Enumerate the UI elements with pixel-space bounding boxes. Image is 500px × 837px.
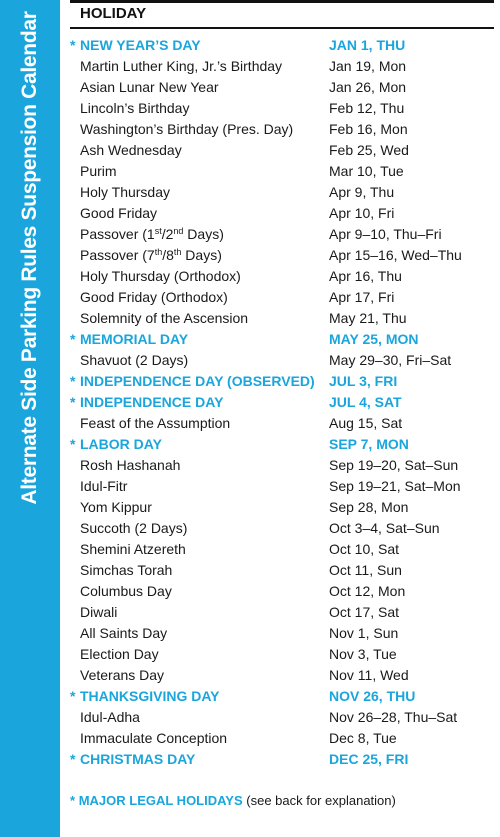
holiday-row: [60, 413, 500, 434]
holiday-name: Columbus Day: [80, 583, 172, 599]
holiday-name: Rosh Hashanah: [80, 457, 181, 473]
major-holiday-star: *: [70, 373, 76, 389]
holiday-row: [60, 140, 500, 161]
header-rule-top: [70, 0, 494, 3]
holiday-row: [60, 77, 500, 98]
holiday-date: SEP 7, MON: [329, 436, 409, 452]
holiday-date: JUL 3, FRI: [329, 373, 398, 389]
holiday-row: [60, 518, 500, 539]
holiday-name: Immaculate Conception: [80, 730, 228, 746]
holiday-name: MEMORIAL DAY: [80, 331, 189, 347]
holiday-date: Feb 12, Thu: [329, 100, 405, 116]
holiday-date: DEC 25, FRI: [329, 751, 409, 767]
holiday-date: MAY 25, MON: [329, 331, 419, 347]
holiday-date: Dec 8, Tue: [329, 730, 397, 746]
sidebar: [0, 0, 60, 837]
holiday-name: Succoth (2 Days): [80, 520, 188, 536]
holiday-row: [60, 98, 500, 119]
header-rule-bottom: [70, 27, 494, 29]
holiday-date: Nov 1, Sun: [329, 625, 399, 641]
holiday-name: Shavuot (2 Days): [80, 352, 189, 368]
major-holiday-row: [60, 686, 500, 707]
holiday-name: LABOR DAY: [80, 436, 162, 452]
holiday-row: [60, 644, 500, 665]
holiday-name: Lincoln’s Birthday: [80, 100, 190, 116]
holiday-name: Election Day: [80, 646, 159, 662]
holiday-row: [60, 539, 500, 560]
holiday-name: All Saints Day: [80, 625, 168, 641]
holiday-row: [60, 602, 500, 623]
holiday-date: Nov 26–28, Thu–Sat: [329, 709, 458, 725]
holiday-name-part: Days): [183, 226, 224, 242]
holiday-row: [60, 182, 500, 203]
holiday-date: Jan 19, Mon: [329, 58, 407, 74]
holiday-date: JAN 1, THU: [329, 37, 406, 53]
holiday-date: Apr 16, Thu: [329, 268, 402, 284]
holiday-name: Feast of the Assumption: [80, 415, 231, 431]
holiday-name: [80, 245, 222, 266]
holiday-date: Apr 15–16, Wed–Thu: [329, 247, 462, 263]
holiday-row: [60, 560, 500, 581]
major-holiday-star: *: [70, 394, 76, 410]
ordinal-suffix: th: [173, 247, 182, 257]
holiday-name: Simchas Torah: [80, 562, 173, 578]
holiday-name: THANKSGIVING DAY: [80, 688, 220, 704]
holiday-date: Apr 9, Thu: [329, 184, 395, 200]
holiday-row: [60, 203, 500, 224]
major-holiday-row: [60, 392, 500, 413]
holiday-name: Purim: [80, 163, 117, 179]
footnote-major-label: MAJOR LEGAL HOLIDAYS: [78, 793, 243, 808]
holiday-name: Veterans Day: [80, 667, 165, 683]
holiday-row: [60, 161, 500, 182]
holiday-row: [60, 350, 500, 371]
holiday-name: Diwali: [80, 604, 118, 620]
holiday-date: Sep 28, Mon: [329, 499, 409, 515]
holiday-name: INDEPENDENCE DAY (OBSERVED): [80, 373, 315, 389]
holiday-name: Idul-Adha: [80, 709, 140, 725]
holiday-date: Sep 19–20, Sat–Sun: [329, 457, 459, 473]
holiday-date: Oct 12, Mon: [329, 583, 406, 599]
holiday-name-part: Days): [181, 247, 222, 263]
holiday-date: JUL 4, SAT: [329, 394, 402, 410]
holiday-row: [60, 581, 500, 602]
holiday-row: [60, 56, 500, 77]
holiday-date: Apr 9–10, Thu–Fri: [329, 226, 442, 242]
holiday-name: Yom Kippur: [80, 499, 152, 515]
major-holiday-star: *: [70, 436, 76, 452]
holiday-date: May 29–30, Fri–Sat: [329, 352, 452, 368]
holiday-name: Solemnity of the Ascension: [80, 310, 249, 326]
holiday-name: Washington’s Birthday (Pres. Day): [80, 121, 294, 137]
holiday-name: Good Friday (Orthodox): [80, 289, 228, 305]
holiday-date: May 21, Thu: [329, 310, 407, 326]
holiday-date: Oct 11, Sun: [329, 562, 402, 578]
holiday-date: Apr 17, Fri: [329, 289, 395, 305]
major-holiday-star: *: [70, 331, 76, 347]
holiday-row: [60, 665, 500, 686]
holiday-name: Idul-Fitr: [80, 478, 128, 494]
major-holiday-row: [60, 434, 500, 455]
column-header-holiday: HOLIDAY: [80, 5, 147, 22]
holiday-table: [60, 0, 500, 837]
holiday-date: Nov 11, Wed: [329, 667, 409, 683]
holiday-row: [60, 287, 500, 308]
holiday-name: Ash Wednesday: [80, 142, 182, 158]
holiday-row: [60, 119, 500, 140]
holiday-date: Oct 17, Sat: [329, 604, 400, 620]
holiday-date: Aug 15, Sat: [329, 415, 403, 431]
holiday-date: Feb 16, Mon: [329, 121, 408, 137]
holiday-name: Holy Thursday: [80, 184, 171, 200]
holiday-date: NOV 26, THU: [329, 688, 416, 704]
holiday-name: NEW YEAR’S DAY: [80, 37, 201, 53]
holiday-row: [60, 707, 500, 728]
major-holiday-star: *: [70, 37, 76, 53]
holiday-row: [60, 308, 500, 329]
holiday-name: [80, 224, 224, 245]
holiday-date: Nov 3, Tue: [329, 646, 397, 662]
holiday-row: [60, 245, 500, 266]
major-holiday-row: [60, 371, 500, 392]
major-holiday-row: [60, 329, 500, 350]
holiday-name: Good Friday: [80, 205, 158, 221]
holiday-name-part: /8: [162, 247, 174, 263]
holiday-date: Mar 10, Tue: [329, 163, 404, 179]
major-holiday-star: *: [70, 688, 76, 704]
holiday-row: [60, 497, 500, 518]
holiday-date: Feb 25, Wed: [329, 142, 409, 158]
ordinal-suffix: th: [154, 247, 163, 257]
footnote: [70, 793, 396, 808]
holiday-name-part: Passover (7: [80, 247, 155, 263]
footnote-star: *: [70, 793, 76, 808]
holiday-name: INDEPENDENCE DAY: [80, 394, 224, 410]
holiday-date: Sep 19–21, Sat–Mon: [329, 478, 461, 494]
holiday-name: CHRISTMAS DAY: [80, 751, 196, 767]
major-holiday-star: *: [70, 751, 76, 767]
holiday-name-part: /2: [161, 226, 174, 242]
holiday-row: [60, 224, 500, 245]
holiday-list: [60, 35, 500, 770]
holiday-row: [60, 455, 500, 476]
ordinal-suffix: nd: [173, 226, 184, 236]
holiday-name: Holy Thursday (Orthodox): [80, 268, 241, 284]
holiday-name-part: Passover (1: [80, 226, 155, 242]
holiday-row: [60, 728, 500, 749]
major-holiday-row: [60, 35, 500, 56]
sidebar-title: Alternate Side Parking Rules Suspension Calendar: [18, 11, 41, 505]
holiday-date: Apr 10, Fri: [329, 205, 395, 221]
holiday-name: Asian Lunar New Year: [80, 79, 219, 95]
holiday-name: Shemini Atzereth: [80, 541, 186, 557]
footnote-explanation: (see back for explanation): [242, 793, 396, 808]
holiday-date: Jan 26, Mon: [329, 79, 407, 95]
ordinal-suffix: st: [154, 226, 162, 236]
holiday-row: [60, 476, 500, 497]
holiday-date: Oct 3–4, Sat–Sun: [329, 520, 440, 536]
holiday-name: Martin Luther King, Jr.’s Birthday: [80, 58, 283, 74]
major-holiday-row: [60, 749, 500, 770]
holiday-row: [60, 623, 500, 644]
holiday-row: [60, 266, 500, 287]
holiday-date: Oct 10, Sat: [329, 541, 400, 557]
